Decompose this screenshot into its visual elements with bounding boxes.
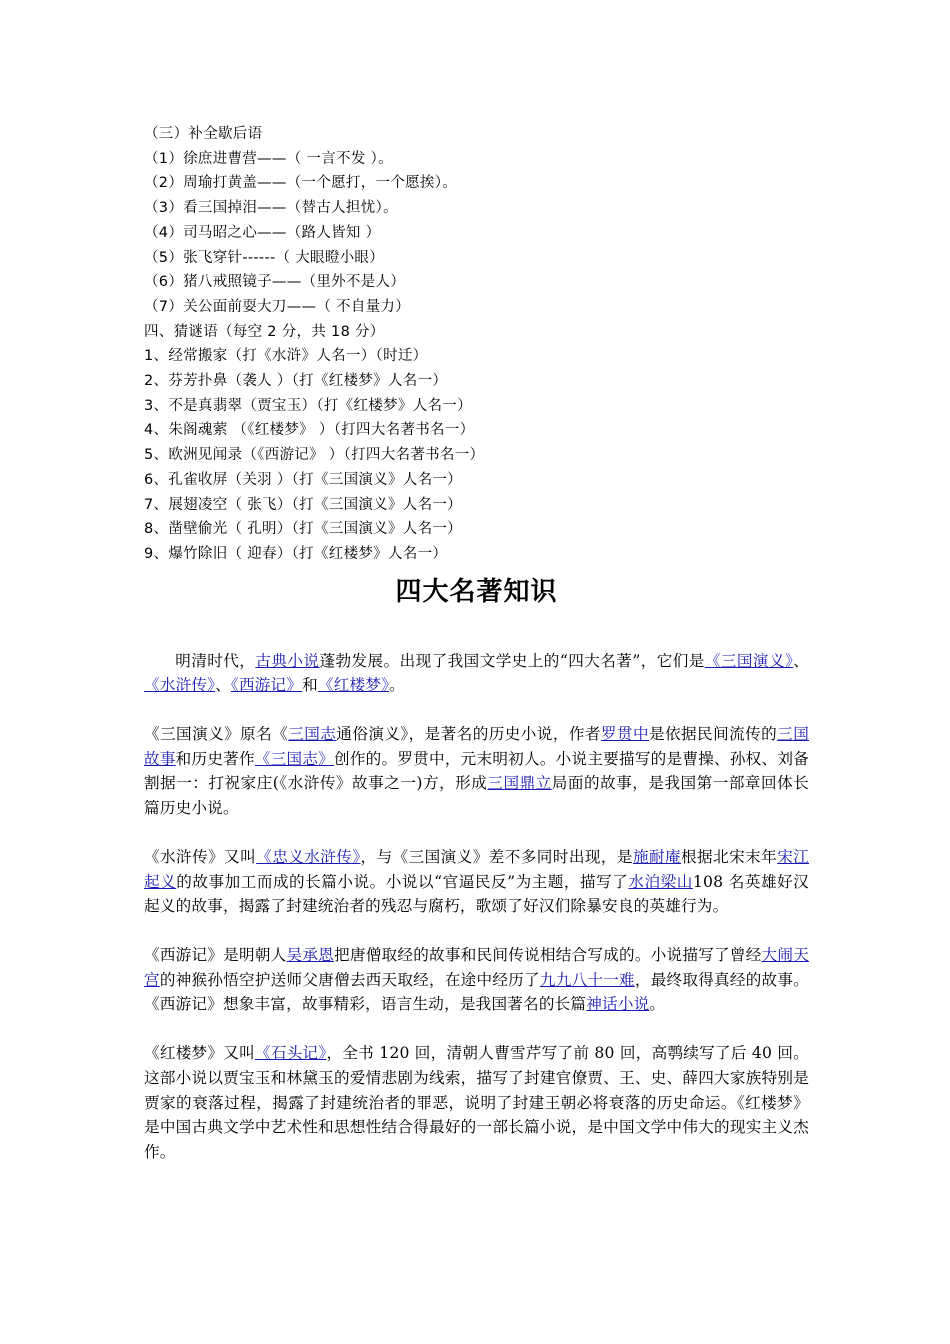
text: 创作的。罗贯中，元末明初人。小说主要描写的是曹操、孙权、刘备割据一：打祝家庄(《水浒传》故事之一)方，形成 bbox=[144, 749, 809, 793]
text: 、 bbox=[215, 676, 231, 695]
text: 把唐僧取经的故事和民间传说相结合写成的。小说描写了曾经 bbox=[334, 945, 762, 964]
list-item: （1）徐庶进曹营——（ 一言不发 ）。 bbox=[144, 150, 393, 167]
link-honglou[interactable]: 《红楼梦》 bbox=[317, 676, 390, 695]
list-item: 9、爆竹除旧（ 迎春）（打《红楼梦》人名一） bbox=[144, 545, 448, 562]
list-item: （5）张飞穿针------（ 大眼瞪小眼） bbox=[144, 249, 385, 266]
text: 根据北宋末年 bbox=[681, 847, 778, 866]
section-riddles bbox=[144, 320, 809, 567]
list-item: （3）看三国掉泪——（替古人担忧）。 bbox=[144, 200, 398, 217]
link-sanguo-stories[interactable]: 三国故事 bbox=[144, 725, 809, 768]
text: 的神猴孙悟空护送师父唐僧去西天取经，在途中经历了 bbox=[159, 970, 540, 989]
list-item: 3、不是真翡翠（贾宝玉）（打《红楼梦》人名一） bbox=[144, 397, 472, 414]
text: ，与《三国演义》差不多同时出现，是 bbox=[360, 847, 633, 866]
link-danao-tiangong[interactable]: 大闹天宫 bbox=[144, 945, 810, 989]
link-liangshan[interactable]: 水泊梁山 bbox=[628, 872, 693, 891]
text: 。 bbox=[649, 995, 666, 1014]
link-mythic-novel[interactable]: 神话小说 bbox=[586, 995, 650, 1014]
link-shi-naian[interactable]: 施耐庵 bbox=[632, 847, 682, 866]
text: 《水浒传》又叫 bbox=[144, 847, 257, 866]
paragraph-honglou bbox=[144, 1041, 809, 1165]
list-item: 1、经常搬家（打《水浒》人名一）（时迁） bbox=[144, 348, 428, 365]
link-shitouji[interactable]: 《石头记》 bbox=[254, 1044, 327, 1063]
document-page bbox=[144, 122, 809, 1165]
link-xiyou[interactable]: 《西游记》 bbox=[230, 676, 303, 695]
text: 《三国演义》原名《 bbox=[144, 725, 289, 744]
section-heading: 四、猜谜语（每空 2 分，共 18 分） bbox=[144, 323, 385, 340]
list-item: （4）司马昭之心——（路人皆知 ） bbox=[144, 224, 381, 241]
link-81-trials[interactable]: 九九八十一难 bbox=[539, 970, 635, 989]
list-item: 7、展翅凌空（ 张飞）（打《三国演义》人名一） bbox=[144, 496, 462, 513]
text: ，最终取得真经的故事。《西游记》想象丰富，故事精彩，语言生动，是我国著名的长篇 bbox=[144, 970, 810, 1014]
section-heading: （三）补全歇后语 bbox=[144, 126, 263, 142]
text: 蓬勃发展。出现了我国文学史上的“四大名著”，它们是 bbox=[319, 651, 705, 670]
link-songjiang-uprising[interactable]: 宋江起义 bbox=[144, 847, 810, 891]
text: 明清时代， bbox=[175, 651, 256, 670]
link-shuihu[interactable]: 《水浒传》 bbox=[144, 676, 216, 695]
text: 局面的故事，是我国第一部章回体长篇历史小说。 bbox=[144, 774, 810, 818]
text: 、 bbox=[793, 651, 809, 670]
list-item: 8、凿壁偷光（ 孔明）（打《三国演义》人名一） bbox=[144, 521, 462, 538]
article-title: 四大名著知识 bbox=[395, 576, 558, 607]
link-sanguozhi-book[interactable]: 《三国志》 bbox=[254, 749, 335, 768]
link-three-kingdoms[interactable]: 三国鼎立 bbox=[487, 774, 552, 793]
list-item: 6、孔雀收屏（关羽 ）（打《三国演义》人名一） bbox=[144, 471, 462, 488]
paragraph-xiyou bbox=[144, 943, 809, 1017]
text: ，全书 120 回，清朝人曹雪芹写了前 80 回，高鹗续写了后 40 回。这部小说以贾宝玉和林黛玉的爱情悲剧为线索，描写了封建官僚贾、王、史、薛四大家族特别是贾家的衰落过程，揭露了封建统治者的罪恶，说明了封建王朝必将衰落的历史命运。《红楼梦》是中国古典文学中艺术性和思想性结合得最好的一部长篇小说，是中国文学中伟大的现实主义杰作。 bbox=[144, 1044, 810, 1161]
list-item: （7）关公面前耍大刀——（ 不自量力） bbox=[144, 298, 411, 315]
paragraph-shuihu bbox=[144, 845, 809, 919]
text: 和 bbox=[302, 676, 318, 695]
text: 108 名英雄好汉起义的故事，揭露了封建统治者的残忍与腐朽，歌颂了好汉们除暴安良的英雄行为。 bbox=[144, 872, 809, 916]
text: 《红楼梦》又叫 bbox=[144, 1044, 255, 1063]
text: 的故事加工而成的长篇小说。小说以“官逼民反”为主题，描写了 bbox=[176, 872, 629, 891]
link-sanguo[interactable]: 《三国演义》 bbox=[704, 651, 794, 670]
link-luo-guanzhong[interactable]: 罗贯中 bbox=[600, 725, 649, 744]
text: 通俗演义》，是著名的历史小说，作者 bbox=[336, 725, 601, 744]
paragraph-sanguo bbox=[144, 722, 809, 821]
list-item: 4、朱阁魂萦 （《红楼梦》 ）（打四大名著书名一） bbox=[144, 422, 475, 439]
list-item: 5、欧洲见闻录（《西游记》 ）（打四大名著书名一） bbox=[144, 447, 485, 464]
link-zhongyi-shuihu[interactable]: 《忠义水浒传》 bbox=[256, 847, 361, 866]
text: 和历史著作 bbox=[175, 749, 255, 768]
link-classic-novels[interactable]: 古典小说 bbox=[255, 651, 320, 670]
list-item: （2）周瑜打黄盖——（一个愿打，一个愿挨）。 bbox=[144, 175, 458, 192]
text: 。 bbox=[389, 676, 405, 695]
list-item: （6）猪八戒照镜子——（里外不是人） bbox=[144, 274, 406, 291]
text: 是依据民间流传的 bbox=[648, 725, 778, 744]
paragraph-intro bbox=[144, 649, 809, 698]
list-item: 2、芬芳扑鼻（袭人 ）（打《红楼梦》人名一） bbox=[144, 373, 448, 390]
section-xiehouyu bbox=[144, 122, 809, 320]
link-sanguozhi[interactable]: 三国志 bbox=[288, 725, 337, 744]
text: 《西游记》是明朝人 bbox=[144, 945, 287, 964]
link-wu-chengen[interactable]: 吴承恩 bbox=[286, 945, 335, 964]
